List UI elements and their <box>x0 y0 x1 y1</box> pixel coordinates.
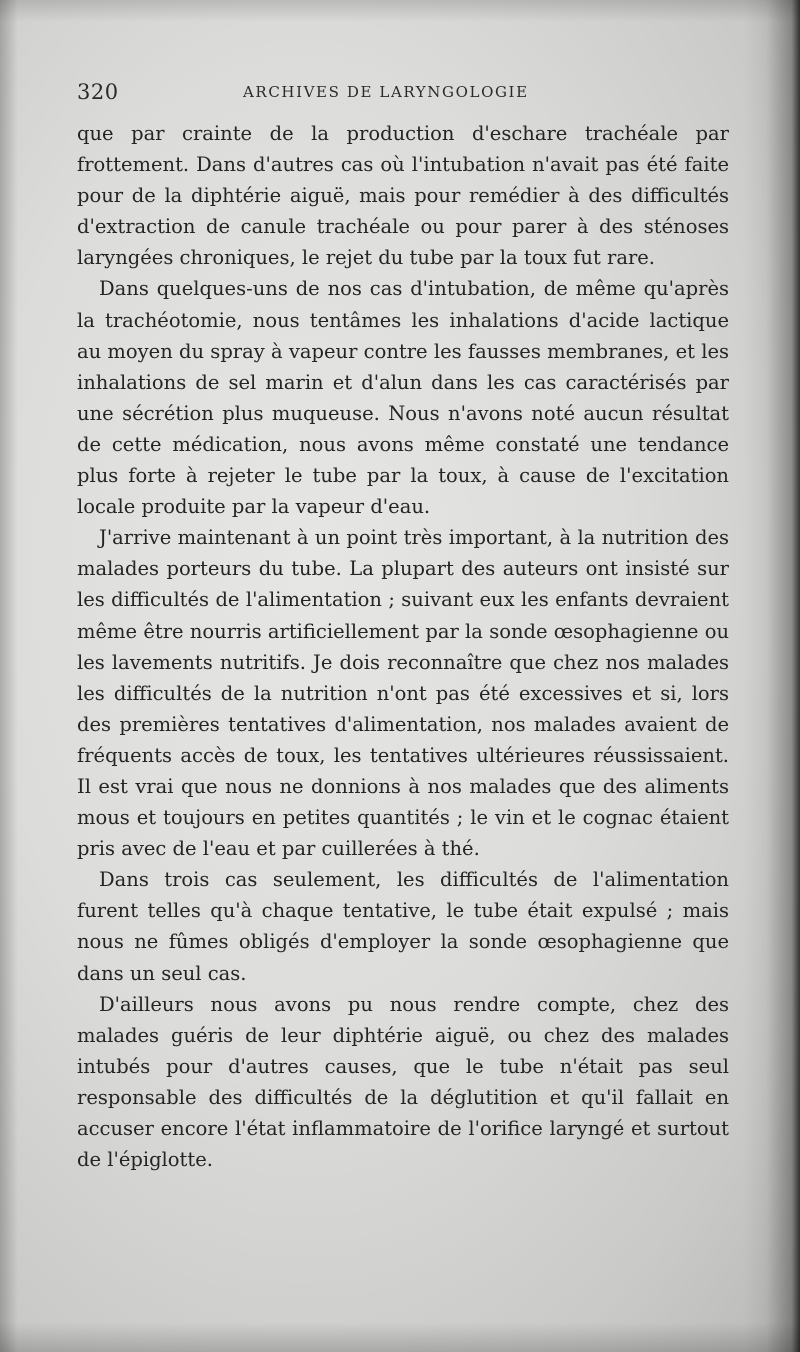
scan-shadow-right <box>744 0 800 1352</box>
paragraph: Dans quelques-uns de nos cas d'intubation, de même qu'après la trachéotomie, nous tentâmes les inhalations d'acide lactique au moyen du spray à vapeur contre les fausses membranes, et les inhalations de sel marin et d'alun dans les cas caractérisés par une sécrétion plus muqueuse. Nous n'avons noté aucun résultat de cette médication, nous avons même constaté une tendance plus forte à rejeter le tube par la toux, à cause de l'excitation locale produite par la vapeur d'eau. <box>77 277 729 519</box>
paragraph: D'ailleurs nous avons pu nous rendre compte, chez des malades guéris de leur diphtérie aiguë, ou chez des malades intubés pour d'autres causes, que le tube n'était pas seul responsable des difficultés de la déglutition et qu'il fallait en accuser encore l'état inflammatoire de l'orifice laryngé et surtout de l'épiglotte. <box>77 992 729 1172</box>
page-number: 320 <box>77 80 119 104</box>
page-header <box>77 80 731 108</box>
paragraph: J'arrive maintenant à un point très important, à la nutrition des malades porteurs du tube. La plupart des auteurs ont insisté sur les difficultés de l'alimentation ; suivant eux les enfants devraient même être nourris artificiellement par la sonde œsophagienne ou les lavements nutritifs. Je dois reconnaître que chez nos malades les difficultés de la nutrition n'ont pas été excessives et si, lors des premières tentatives d'alimentation, nos malades avaient de fréquents accès de toux, les tentatives ultérieures réussissaient. Il est vrai que nous ne donnions à nos malades que des aliments mous et toujours en petites quantités ; le vin et le cognac étaient pris avec de l'eau et par cuillerées à thé. <box>77 526 729 861</box>
running-title: ARCHIVES DE LARYNGOLOGIE <box>243 83 529 101</box>
paragraph: que par crainte de la production d'eschare trachéale par frottement. Dans d'autres cas où l'intubation n'avait pas été faite pour de la diphtérie aiguë, mais pour remédier à des difficultés d'extraction de canule trachéale ou pour parer à des sténoses laryngées chroniques, le rejet du tube par la toux fut rare. <box>77 122 729 270</box>
body-text <box>77 118 729 1175</box>
scan-shadow-top <box>0 0 800 22</box>
scan-shadow-bottom <box>0 1322 800 1352</box>
paragraph: Dans trois cas seulement, les difficultés de l'alimentation furent telles qu'à chaque tentative, le tube était expulsé ; mais nous ne fûmes obligés d'employer la sonde œsophagienne que dans un seul cas. <box>77 868 729 985</box>
scan-shadow-left <box>0 0 18 1352</box>
